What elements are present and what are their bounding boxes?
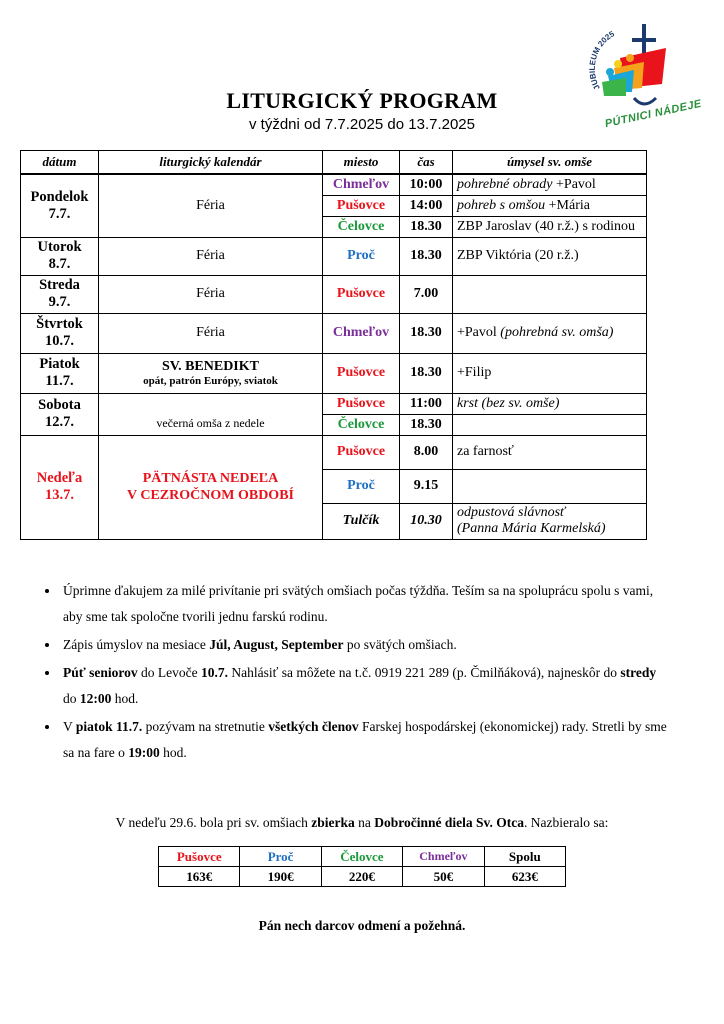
page-subtitle: v týždni od 7.7.2025 do 13.7.2025 (248, 116, 475, 133)
note-text: Úprimne ďakujem za milé privítanie pri svätých omšiach počas týždňa. Teším sa na spoluprácu spolu s vami, aby sme tak spoločne tvorili jednu farskú rodinu. (63, 583, 654, 624)
table-row (21, 237, 647, 275)
day-date: 9.7. (48, 294, 71, 310)
calendar-cell: Féria (99, 237, 323, 275)
liturgical-program-table (20, 150, 647, 540)
time-cell: 18.30 (400, 313, 453, 353)
collection-header: Chmeľov (403, 847, 485, 867)
note-text: pozývam na stretnutie (142, 719, 269, 734)
logo-motto: PÚTNICI NÁDEJE (603, 97, 703, 131)
note-text: do Levoče (137, 665, 202, 680)
intent-text: +Pavol (457, 325, 501, 340)
collection-text-part: . Nazbieralo sa: (524, 815, 609, 830)
day-name: Nedeľa (36, 470, 83, 486)
collection-header: Spolu (484, 847, 565, 867)
col-header-date: dátum (21, 151, 99, 175)
day-name: Piatok (39, 356, 80, 372)
day-cell-saturday (21, 393, 99, 435)
table-row (21, 393, 647, 414)
time-cell: 8.00 (400, 435, 453, 469)
time-cell: 18.30 (400, 216, 453, 237)
day-date: 13.7. (45, 487, 74, 503)
day-date: 7.7. (48, 205, 71, 222)
intent-cell (453, 469, 647, 503)
place-cell: Pušovce (323, 393, 400, 414)
day-cell-wednesday (21, 275, 99, 313)
note-text: do (63, 691, 80, 706)
intent-cell: +Filip (453, 353, 647, 393)
intent-text: +Pavol (552, 176, 596, 192)
closing-blessing: Pán nech darcov odmení a požehná. (258, 918, 466, 933)
intent-italic: pohreb s omšou (457, 197, 546, 213)
time-cell: 18.30 (400, 353, 453, 393)
table-row (21, 353, 647, 393)
note-text: Zápis úmyslov na mesiace (63, 637, 210, 652)
intent-italic: (pohrebná sv. omša) (500, 325, 614, 340)
day-name: Streda (39, 277, 80, 293)
logo-ring-text: JUBILEUM 2025 (587, 29, 617, 92)
feast-name: SV. BENEDIKT (161, 359, 259, 374)
place-cell: Pušovce (323, 195, 400, 216)
day-cell-sunday (21, 435, 99, 539)
note-bold: všetkých členov (268, 719, 359, 734)
calendar-cell (99, 435, 323, 539)
collection-value: 163€ (159, 867, 240, 887)
intent-cell: ZBP Viktória (20 r.ž.) (453, 237, 647, 275)
intent-cell (453, 174, 647, 195)
table-row (21, 313, 647, 353)
collection-header-row (159, 847, 566, 867)
note-text: Nahlásiť sa môžete na t.č. 0919 221 289 (p. Čmilňáková), najneskôr do (228, 665, 621, 680)
announcements-list (38, 578, 670, 768)
place-cell: Čelovce (323, 414, 400, 435)
calendar-cell: Féria (99, 275, 323, 313)
collection-header: Čelovce (321, 847, 402, 867)
time-cell: 18.30 (400, 237, 453, 275)
day-name: Sobota (38, 397, 81, 413)
intent-cell: za farnosť (453, 435, 647, 469)
time-cell: 10:00 (400, 174, 453, 195)
collection-value: 190€ (240, 867, 321, 887)
collection-value-row (159, 867, 566, 887)
place-cell: Pušovce (323, 353, 400, 393)
calendar-cell: Féria (99, 174, 323, 237)
collection-value: 220€ (321, 867, 402, 887)
day-cell-friday (21, 353, 99, 393)
time-cell: 11:00 (400, 393, 453, 414)
announcement-item (60, 578, 670, 630)
note-bold: stredy (620, 665, 657, 680)
day-cell-monday (21, 174, 99, 237)
day-name: Štvrtok (36, 316, 83, 332)
intent-italic: pohrebné obrady (457, 176, 553, 192)
note-bold: 19:00 (128, 745, 160, 760)
place-cell: Proč (323, 237, 400, 275)
note-text: hod. (111, 691, 139, 706)
intent-line1: odpustová slávnosť (457, 505, 566, 520)
note-bold: Júl, August, September (209, 637, 344, 652)
feast-subtitle: opát, patrón Európy, sviatok (143, 375, 278, 387)
col-header-calendar: liturgický kalendár (99, 151, 323, 175)
collection-header: Proč (240, 847, 321, 867)
place-cell: Tulčík (323, 503, 400, 539)
collection-bold: zbierka (311, 815, 355, 830)
day-date: 10.7. (45, 333, 74, 349)
place-cell: Chmeľov (323, 174, 400, 195)
place-cell: Pušovce (323, 435, 400, 469)
col-header-intent: úmysel sv. omše (453, 151, 647, 175)
intent-cell (453, 195, 647, 216)
calendar-cell: Féria (99, 313, 323, 353)
table-header-row (21, 151, 647, 175)
calendar-cell (99, 353, 323, 393)
place-cell: Čelovce (323, 216, 400, 237)
collection-table (158, 846, 566, 887)
note-bold: piatok 11.7. (75, 719, 143, 734)
intent-cell (453, 414, 647, 435)
note-bold: Púť seniorov (63, 665, 138, 680)
sunday-title-line1: PÄTNÁSTA NEDEĽA (142, 471, 279, 486)
place-cell: Pušovce (323, 275, 400, 313)
intent-cell (453, 313, 647, 353)
intent-cell: ZBP Jaroslav (40 r.ž.) s rodinou (453, 216, 647, 237)
note-bold: 12:00 (79, 691, 112, 706)
note-bold: 10.7. (201, 665, 229, 680)
table-row (21, 174, 647, 195)
announcement-item (60, 660, 670, 712)
time-cell: 9.15 (400, 469, 453, 503)
day-cell-thursday (21, 313, 99, 353)
intent-text: +Mária (545, 197, 590, 213)
collection-value: 50€ (403, 867, 485, 887)
calendar-cell (99, 393, 323, 435)
intent-cell (453, 275, 647, 313)
collection-text-part: V nedeľu 29.6. bola pri sv. omšiach (115, 815, 312, 830)
place-cell: Chmeľov (323, 313, 400, 353)
collection-text (0, 815, 724, 831)
time-cell: 10.30 (400, 503, 453, 539)
day-date: 11.7. (45, 373, 74, 389)
day-cell-tuesday (21, 237, 99, 275)
calendar-text: večerná omša z nedele (156, 415, 265, 430)
intent-cell: krst (bez sv. omše) (453, 393, 647, 414)
page-title: LITURGICKÝ PROGRAM (226, 88, 498, 113)
announcement-item (60, 632, 670, 658)
col-header-time: čas (400, 151, 453, 175)
day-name: Pondelok (30, 188, 89, 205)
time-cell: 18.30 (400, 414, 453, 435)
place-cell: Proč (323, 469, 400, 503)
col-header-place: miesto (323, 151, 400, 175)
note-text: po svätých omšiach. (343, 637, 457, 652)
time-cell: 14:00 (400, 195, 453, 216)
announcement-item (60, 714, 670, 766)
collection-header: Pušovce (159, 847, 240, 867)
intent-line2: (Panna Mária Karmelská) (457, 521, 606, 536)
note-text: Farskej hospodárskej (ekonomickej) rady. Stretli by sme sa na fare o (63, 719, 667, 760)
table-row (21, 275, 647, 313)
collection-value: 623€ (484, 867, 565, 887)
time-cell: 7.00 (400, 275, 453, 313)
day-date: 12.7. (45, 414, 74, 430)
day-date: 8.7. (48, 256, 71, 272)
sunday-title-line2: V CEZROČNOM OBDOBÍ (127, 488, 294, 503)
collection-bold: Dobročinné diela Sv. Otca (374, 815, 524, 830)
note-text: hod. (159, 745, 187, 760)
day-name: Utorok (37, 239, 82, 255)
note-text: V (63, 719, 76, 734)
collection-text-part: na (354, 815, 375, 830)
table-row (21, 435, 647, 469)
intent-cell (453, 503, 647, 539)
